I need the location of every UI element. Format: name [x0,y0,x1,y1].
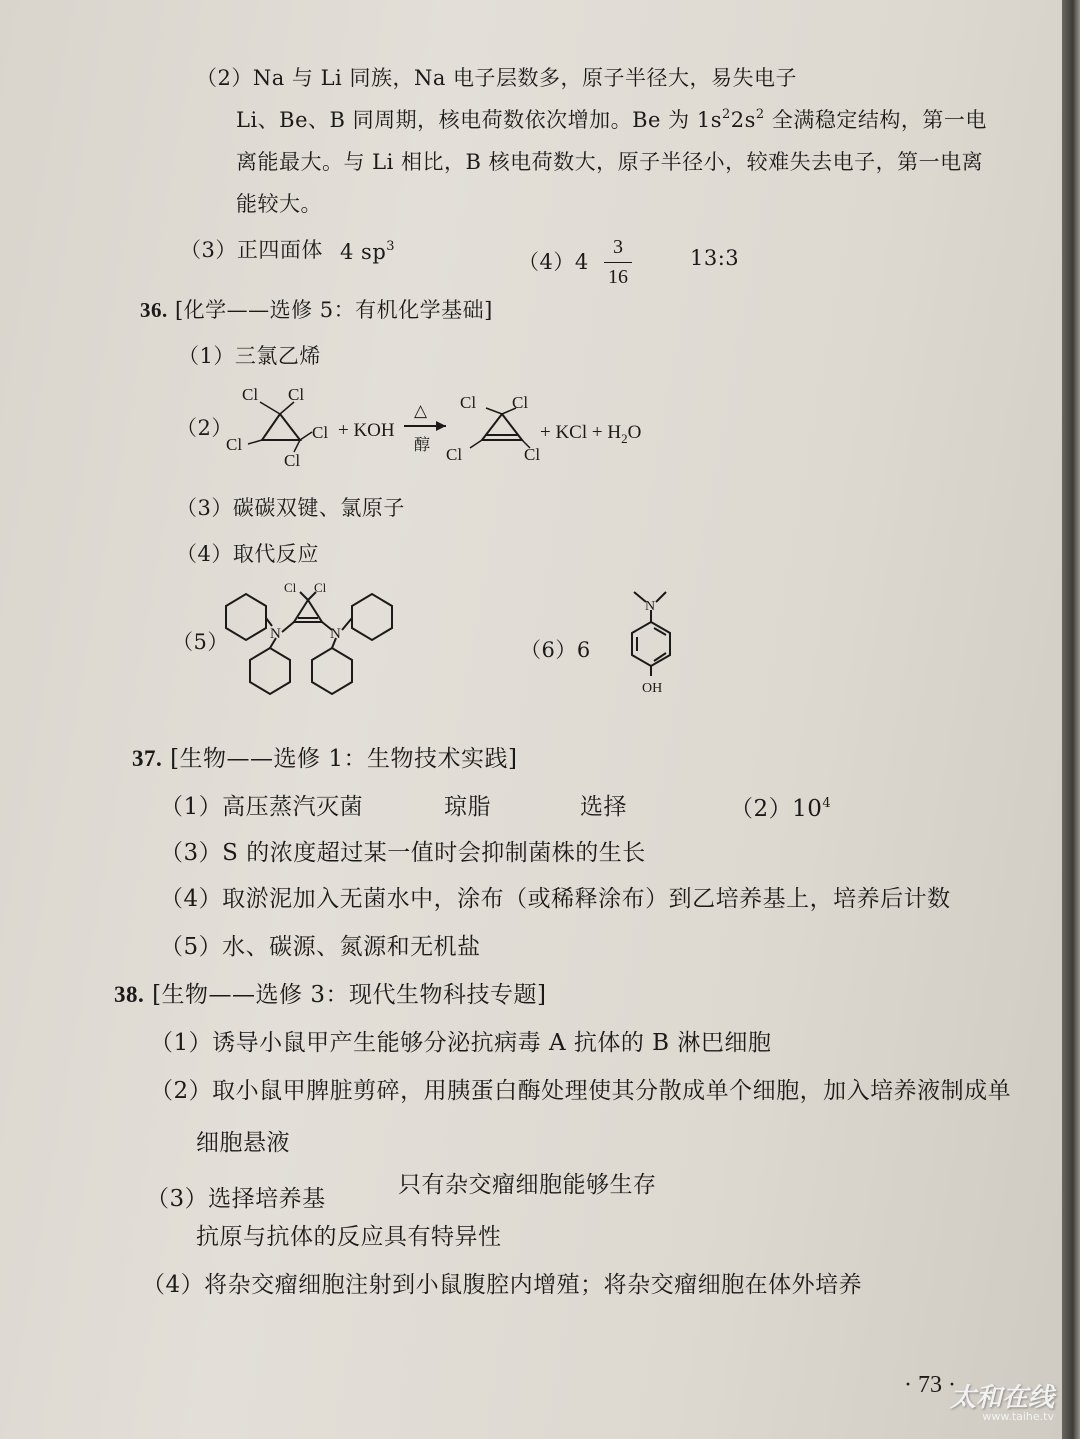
q36-p2-label: （2） [176,416,233,440]
svg-text:OH: OH [642,681,663,696]
svg-text:Cl: Cl [284,580,297,595]
q38-p3-line2: 抗原与抗体的反应具有特异性 [196,1224,502,1250]
svg-text:Cl: Cl [460,393,477,412]
q38-p4: （4）将杂交瘤细胞注射到小鼠腹腔内增殖；将杂交瘤细胞在体外培养 [142,1272,863,1298]
q37-p1-c: 选择 [580,794,627,820]
q38-header: 38. [生物——选修 3：现代生物科技专题] [114,982,547,1008]
svg-text:+ KCl + H2O: + KCl + $H_2O$ [540,422,642,446]
q36-p5-structure [212,578,402,708]
svg-text:△: △ [414,401,428,420]
q38-p3-a: （3）选择培养基 [146,1186,326,1212]
svg-text:Cl: Cl [314,580,327,595]
page-binding-edge [1062,0,1080,1439]
q36-p3: （3）碳碳双键、氯原子 [176,496,405,520]
q35-p3-value: 4 $sp^3$ [340,239,396,264]
q35-p2-line3: 离能最大。与 Li 相比，B 核电荷数大，原子半径小，较难失去电子，第一电离 [236,150,984,174]
q38-p2-line1: （2）取小鼠甲脾脏剪碎，用胰蛋白酶处理使其分散成单个细胞，加入培养液制成单 [150,1078,1012,1104]
svg-text:Cl: Cl [226,435,243,454]
svg-text:+ KOH: + KOH [338,420,395,441]
q36-p6-label: （6）6 [520,638,591,662]
cyclohexane-ring [312,648,352,694]
q37-p2: $(2)10^4$ [730,796,832,822]
reactant-tetrachlorocyclopropane [262,414,300,440]
svg-text:Cl: Cl [512,393,529,412]
q36-header: 36. [化学——选修 5：有机化学基础] [140,298,493,322]
q36-p5-label: （5） [172,630,229,654]
q36-reaction-equation [220,378,660,478]
q35-p4-fraction: 3 16 [604,236,632,289]
q37-p1-b: 琼脂 [444,794,491,820]
q36-p6-structure [620,586,690,698]
svg-text:N: N [270,626,281,642]
q35-p2-line2: Li、Be、B 同周期，核电荷数依次增加。Be 为 $1s^22s^2$ 全满稳定结构，第一电 [236,107,987,132]
product-trichlorocyclopropene [482,414,522,440]
cyclohexane-ring [352,594,392,640]
svg-text:Cl: Cl [288,385,305,404]
svg-text:醇: 醇 [414,437,431,454]
q37-p3: （3）S 的浓度超过某一值时会抑制菌株的生长 [160,840,646,866]
q35-p4-label: （4）4 [518,250,589,274]
q35-p2-line1: （2）Na 与 Li 同族，Na 电子层数多，原子半径大，易失电子 [196,66,798,90]
q36-p1: （1）三氯乙烯 [178,344,321,368]
q35-p3-label: （3）正四面体 [180,238,323,262]
svg-text:Cl: Cl [524,445,541,464]
q35-p2-line4: 能较大。 [236,192,322,216]
svg-text:Cl: Cl [242,385,259,404]
q37-header: 37. [生物——选修 1：生物技术实践] [132,746,518,772]
svg-text:Cl: Cl [284,451,301,470]
q37-p4: （4）取淤泥加入无菌水中，涂布（或稀释涂布）到乙培养基上，培养后计数 [160,886,951,912]
q38-p1: （1）诱导小鼠甲产生能够分泌抗病毒 A 抗体的 B 淋巴细胞 [150,1030,772,1056]
cyclohexane-ring [226,594,266,640]
svg-text:Cl: Cl [446,445,463,464]
svg-text:Cl: Cl [312,423,329,442]
cyclohexane-ring [250,648,290,694]
q37-p1-a: （1）高压蒸汽灭菌 [160,794,364,820]
svg-text:N: N [645,599,656,614]
q38-p3-b: 只有杂交瘤细胞能够生存 [398,1172,657,1198]
page-number: · 73 · [904,1372,956,1398]
watermark-name: 太和在线 [949,1383,1054,1413]
watermark-logo [950,1377,1054,1423]
watermark-url: www.taihe.tv [982,1410,1054,1423]
q35-p4-ratio: 13:3 [690,246,740,270]
svg-text:N: N [330,626,341,642]
q37-p5: （5）水、碳源、氮源和无机盐 [160,934,481,960]
q38-p2-line2: 细胞悬液 [196,1130,290,1156]
q36-p4: （4）取代反应 [176,542,319,566]
